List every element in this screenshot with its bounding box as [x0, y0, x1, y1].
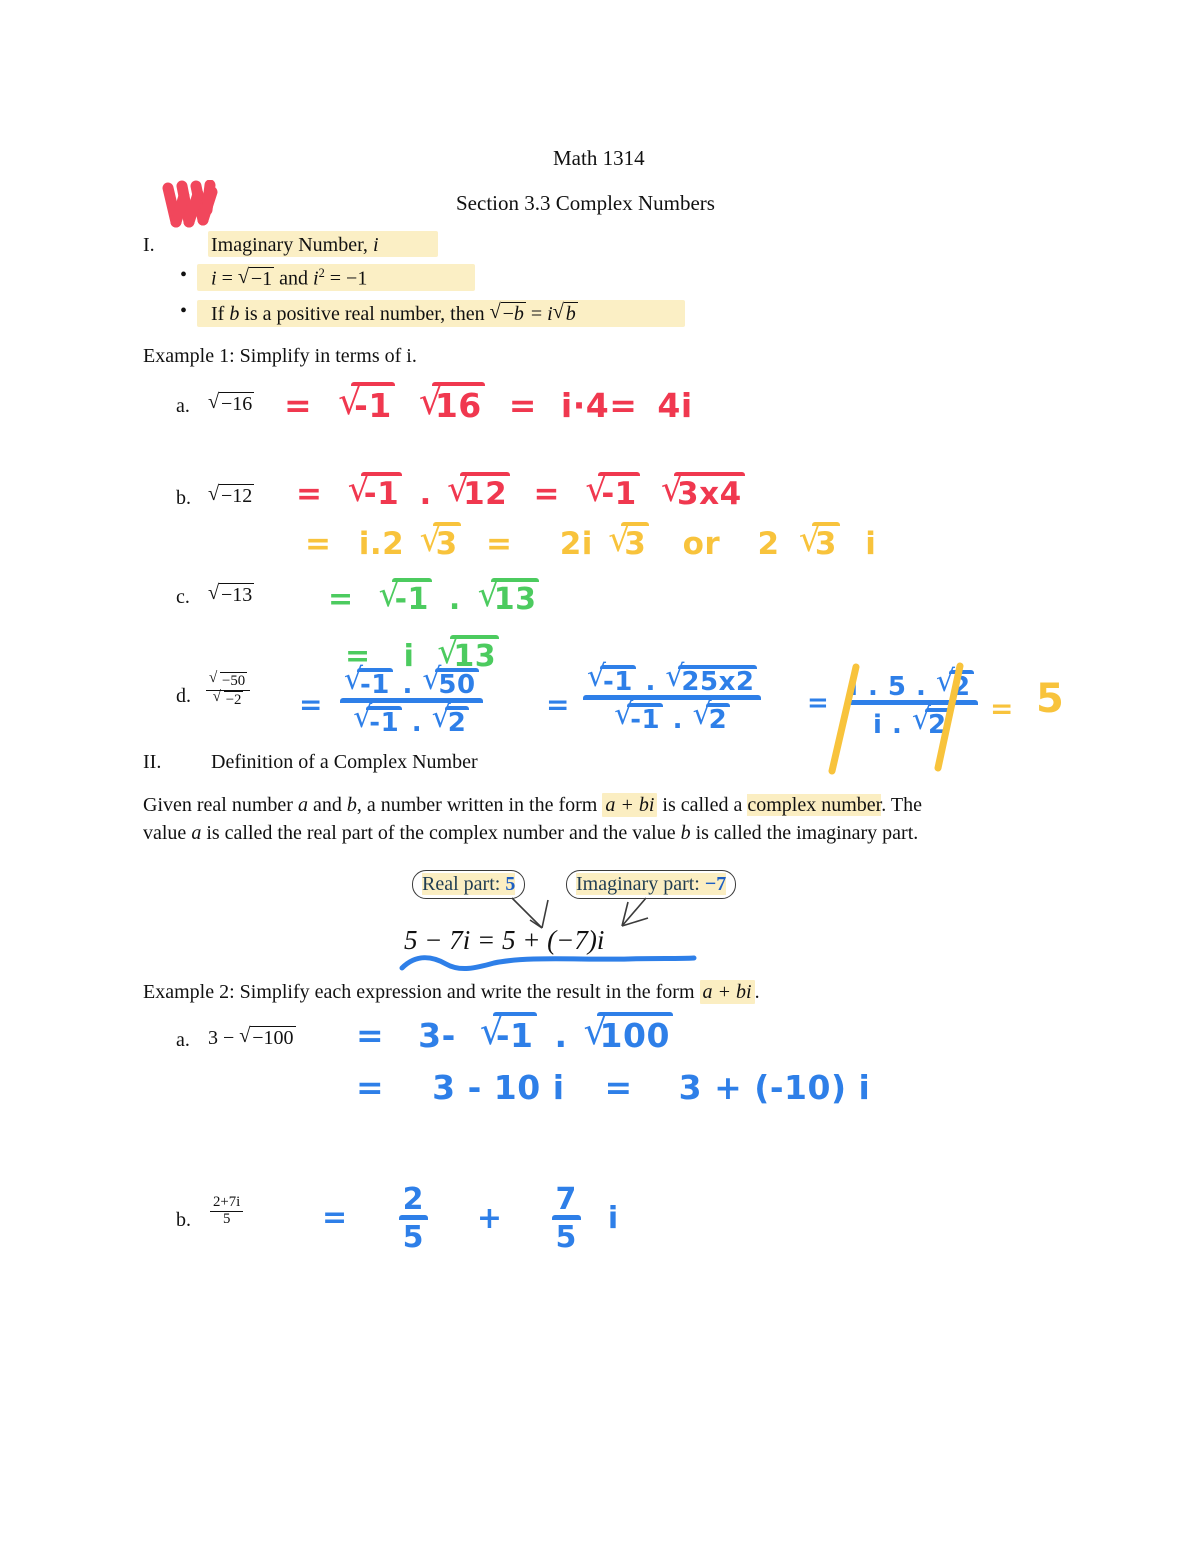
para-mid2: is called a: [657, 794, 748, 816]
hw-2a-line1: = 3- √ -1 . √ 100: [356, 1012, 673, 1055]
callout-imaginary-value: −7: [704, 873, 727, 895]
blue-squiggle-underline: [398, 950, 698, 981]
para2-mid: is called the real part of the complex number and the value: [201, 822, 681, 844]
section-1-heading: [211, 234, 379, 257]
para-a: a: [297, 794, 308, 816]
example-2-label-pre: Example 2: Simplify each expression and write the result in the form: [143, 981, 700, 1003]
bullet-2-text: If b is a positive real number, then √ −b = i √ b: [211, 302, 578, 326]
callout-equation: 5 − 7i = 5 + (−7)i: [404, 925, 605, 955]
example-2a-problem: 3 − √ −100: [208, 1026, 296, 1050]
term-highlight: complex number: [747, 794, 882, 816]
hw-1a-work: = √ -1 √ 16 = i·4= 4i: [284, 382, 693, 425]
cancel-slash-i: [826, 663, 862, 780]
hw-2a-line2: = 3 - 10 i = 3 + (-10) i: [356, 1068, 871, 1107]
para2-post: is called the imaginary part.: [690, 822, 919, 844]
hw-1c-line2: = i √ 13: [345, 635, 499, 674]
para-mid: , a number written in the form: [356, 794, 603, 816]
bullet-1-text: i = √ −1 and $i^2 = -1$: [211, 266, 367, 291]
hw-1d-result: 5: [1036, 676, 1065, 722]
bullet-2-dot: •: [180, 300, 188, 322]
printed-fraction-2b: [210, 1195, 243, 1227]
callout-real-part: [412, 870, 525, 899]
example-1c-letter: c.: [176, 586, 190, 608]
example-1d-problem: [206, 672, 250, 709]
callout-imaginary-label: Imaginary part:: [576, 873, 705, 895]
red-scribble-mark: [160, 180, 230, 237]
printed-fraction-1d: √ −50 √ −2: [206, 672, 250, 709]
example-1d-letter: d.: [176, 685, 191, 707]
example-2-label: [143, 981, 760, 1004]
example-1-label: Example 1: Simplify in terms of i.: [143, 345, 417, 367]
example-1a-letter: a.: [176, 395, 190, 417]
para-pre: Given real number: [143, 794, 298, 816]
italic-i: i: [372, 234, 379, 256]
bullet-1-dot: •: [180, 264, 188, 286]
section-2-paragraph-line-2: [143, 822, 918, 845]
radical-neg-b: √ −b: [490, 302, 526, 326]
page-subtitle: Section 3.3 Complex Numbers: [456, 191, 715, 215]
hw-1d-eq4: =: [990, 692, 1014, 725]
hw-1d-eq3: =: [807, 688, 830, 718]
example-2a-pre: 3 −: [208, 1027, 240, 1049]
hw-1d-fraction-3: $\frac{i . 5 . √ 2}{i . √ 2}$: [845, 670, 978, 738]
hw-1c-line1: = √ -1 . √ 13: [328, 578, 539, 617]
hw-1b-line1: = √ -1 . √ 12 = √ -1 √ 3x4: [296, 472, 745, 512]
example-2-label-post: .: [754, 981, 760, 1003]
example-1b-problem: √ −12: [208, 484, 254, 508]
section-2-numeral: II.: [143, 751, 162, 773]
example-1c-problem: √ −13: [208, 583, 254, 607]
hw-1d-eq1: =: [299, 688, 323, 721]
radical-neg-one: √ −1: [238, 267, 274, 291]
cancel-slash-sqrt2: [930, 662, 966, 777]
callout-real-value: 5: [505, 873, 516, 895]
example-1b-letter: b.: [176, 487, 191, 509]
callout-imaginary-part: [566, 870, 736, 899]
hw-1d-fraction-2: √ -1 . √ 25x2 √ -1 . √ 2: [583, 665, 761, 733]
fraction-2b-num: 2+7i: [213, 1194, 241, 1210]
page-title: Math 1314: [553, 146, 645, 170]
hw-1b-line2: = i.2 √ 3 = 2i √ 3 or 2 √ 3 i: [305, 522, 876, 562]
form-highlight: a + bi: [605, 794, 655, 816]
hw-1d-fraction-1: √ -1 . √ 50 √ -1 . √ 2: [340, 668, 483, 736]
section-2-heading: Definition of a Complex Number: [211, 751, 478, 773]
example-2b-problem: [210, 1195, 243, 1227]
example-2b-letter: b.: [176, 1209, 191, 1231]
radical-b: √ b: [553, 302, 578, 326]
example-2a-letter: a.: [176, 1029, 190, 1051]
para2-b: b: [680, 822, 691, 844]
callout-real-label: Real part:: [422, 873, 506, 895]
para2-a: a: [191, 822, 202, 844]
fraction-2b-den: 5: [222, 1210, 231, 1227]
para-b: b: [346, 794, 357, 816]
section-1-numeral: I.: [143, 234, 155, 256]
hw-2b-work: = $\frac{2}{5}$ + $\frac{7}{5}$ i: [322, 1182, 619, 1255]
para2-pre: value: [143, 822, 192, 844]
hw-1d-eq2: =: [546, 688, 570, 721]
para-and: and: [307, 794, 347, 816]
section-1-heading-text: Imaginary Number,: [211, 234, 373, 256]
para-post: . The: [881, 794, 922, 816]
example-2-label-form: a + bi: [702, 981, 752, 1003]
section-2-paragraph-line-1: [143, 794, 922, 817]
example-1a-problem: √ −16: [208, 392, 254, 416]
